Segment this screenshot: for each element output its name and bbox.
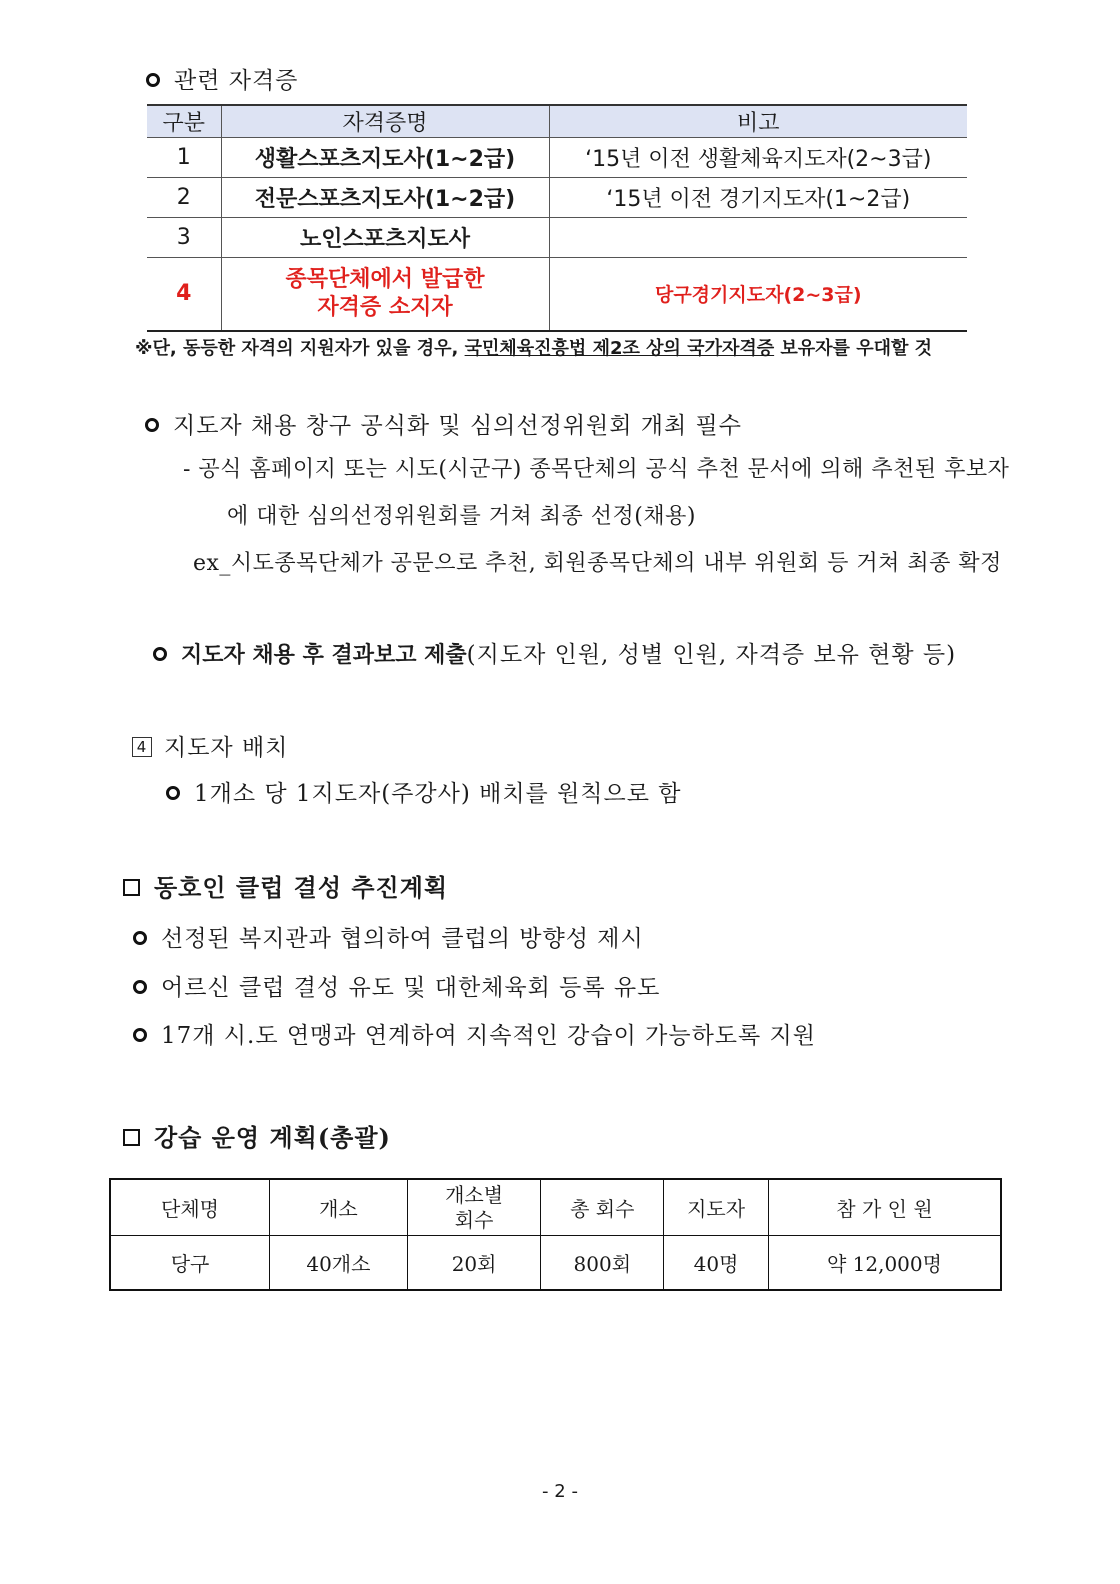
- placement-heading: 4 지도자 배치: [132, 729, 288, 762]
- col-header-category: 구분: [147, 105, 221, 138]
- hollow-circle-bullet-icon: [166, 786, 180, 800]
- table-header-row: 단체명 개소 개소별 회수 총 회수 지도자 참 가 인 원: [110, 1179, 1001, 1236]
- list-item: 선정된 복지관과 협의하여 클럽의 방향성 제시: [133, 920, 644, 953]
- related-certs-heading: 관련 자격증: [146, 62, 298, 95]
- report-line: 지도자 채용 후 결과보고 제출(지도자 인원, 성별 인원, 자격증 보유 현황 등): [153, 636, 956, 669]
- hollow-square-bullet-icon: [123, 879, 140, 896]
- hollow-circle-bullet-icon: [153, 647, 167, 661]
- certificate-table: [147, 104, 967, 332]
- recruit-example: ex_시도종목단체가 공문으로 추천, 회원종목단체의 내부 위원회 등 거쳐 최종 확정: [193, 551, 1002, 576]
- list-item: 17개 시.도 연맹과 연계하여 지속적인 강습이 가능하도록 지원: [133, 1017, 816, 1050]
- table-row: 1 생활스포츠지도사(1~2급) ‘15년 이전 생활체육지도자(2~3급): [147, 138, 967, 178]
- club-heading: 동호인 클럽 결성 추진계획: [123, 868, 448, 903]
- section-number-box: 4: [132, 737, 152, 757]
- hollow-square-bullet-icon: [123, 1129, 140, 1146]
- placement-item: 1개소 당 1지도자(주강사) 배치를 원칙으로 함: [166, 775, 681, 808]
- operation-table: [109, 1178, 1002, 1291]
- table-row: 2 전문스포츠지도사(1~2급) ‘15년 이전 경기지도자(1~2급): [147, 178, 967, 218]
- col-header-note: 비고: [549, 105, 967, 138]
- operation-heading: 강습 운영 계획(총괄): [123, 1118, 391, 1153]
- page-number: - 2 -: [542, 1481, 578, 1502]
- list-item: 어르신 클럽 결성 유도 및 대한체육회 등록 유도: [133, 969, 660, 1002]
- col-header-cert-name: 자격증명: [221, 105, 549, 138]
- recruit-line-2: 에 대한 심의선정위원회를 거쳐 최종 선정(채용): [227, 504, 696, 529]
- hollow-circle-bullet-icon: [133, 980, 147, 994]
- footnote: ※단, 동등한 자격의 지원자가 있을 경우, 국민체육진흥법 제2조 상의 국가자격증 보유자를 우대할 것: [135, 338, 933, 359]
- hollow-circle-bullet-icon: [133, 931, 147, 945]
- cert-name-multiline: 종목단체에서 발급한 자격증 소지자: [221, 258, 549, 331]
- recruit-line-1: - 공식 홈페이지 또는 시도(시군구) 종목단체의 공식 추천 문서에 의해 추천된 후보자: [183, 457, 1010, 482]
- hollow-circle-bullet-icon: [146, 73, 160, 87]
- hollow-circle-bullet-icon: [133, 1028, 147, 1042]
- table-row: 3 노인스포츠지도사: [147, 218, 967, 258]
- header-per-site-count: 개소별 회수: [407, 1179, 541, 1236]
- table-row: 4 종목단체에서 발급한 자격증 소지자 당구경기지도자(2~3급): [147, 258, 967, 331]
- hollow-circle-bullet-icon: [145, 418, 159, 432]
- table-row: 당구 40개소 20회 800회 40명 약 12,000명: [110, 1236, 1001, 1291]
- recruit-heading: 지도자 채용 창구 공식화 및 심의선정위원회 개최 필수: [145, 407, 742, 440]
